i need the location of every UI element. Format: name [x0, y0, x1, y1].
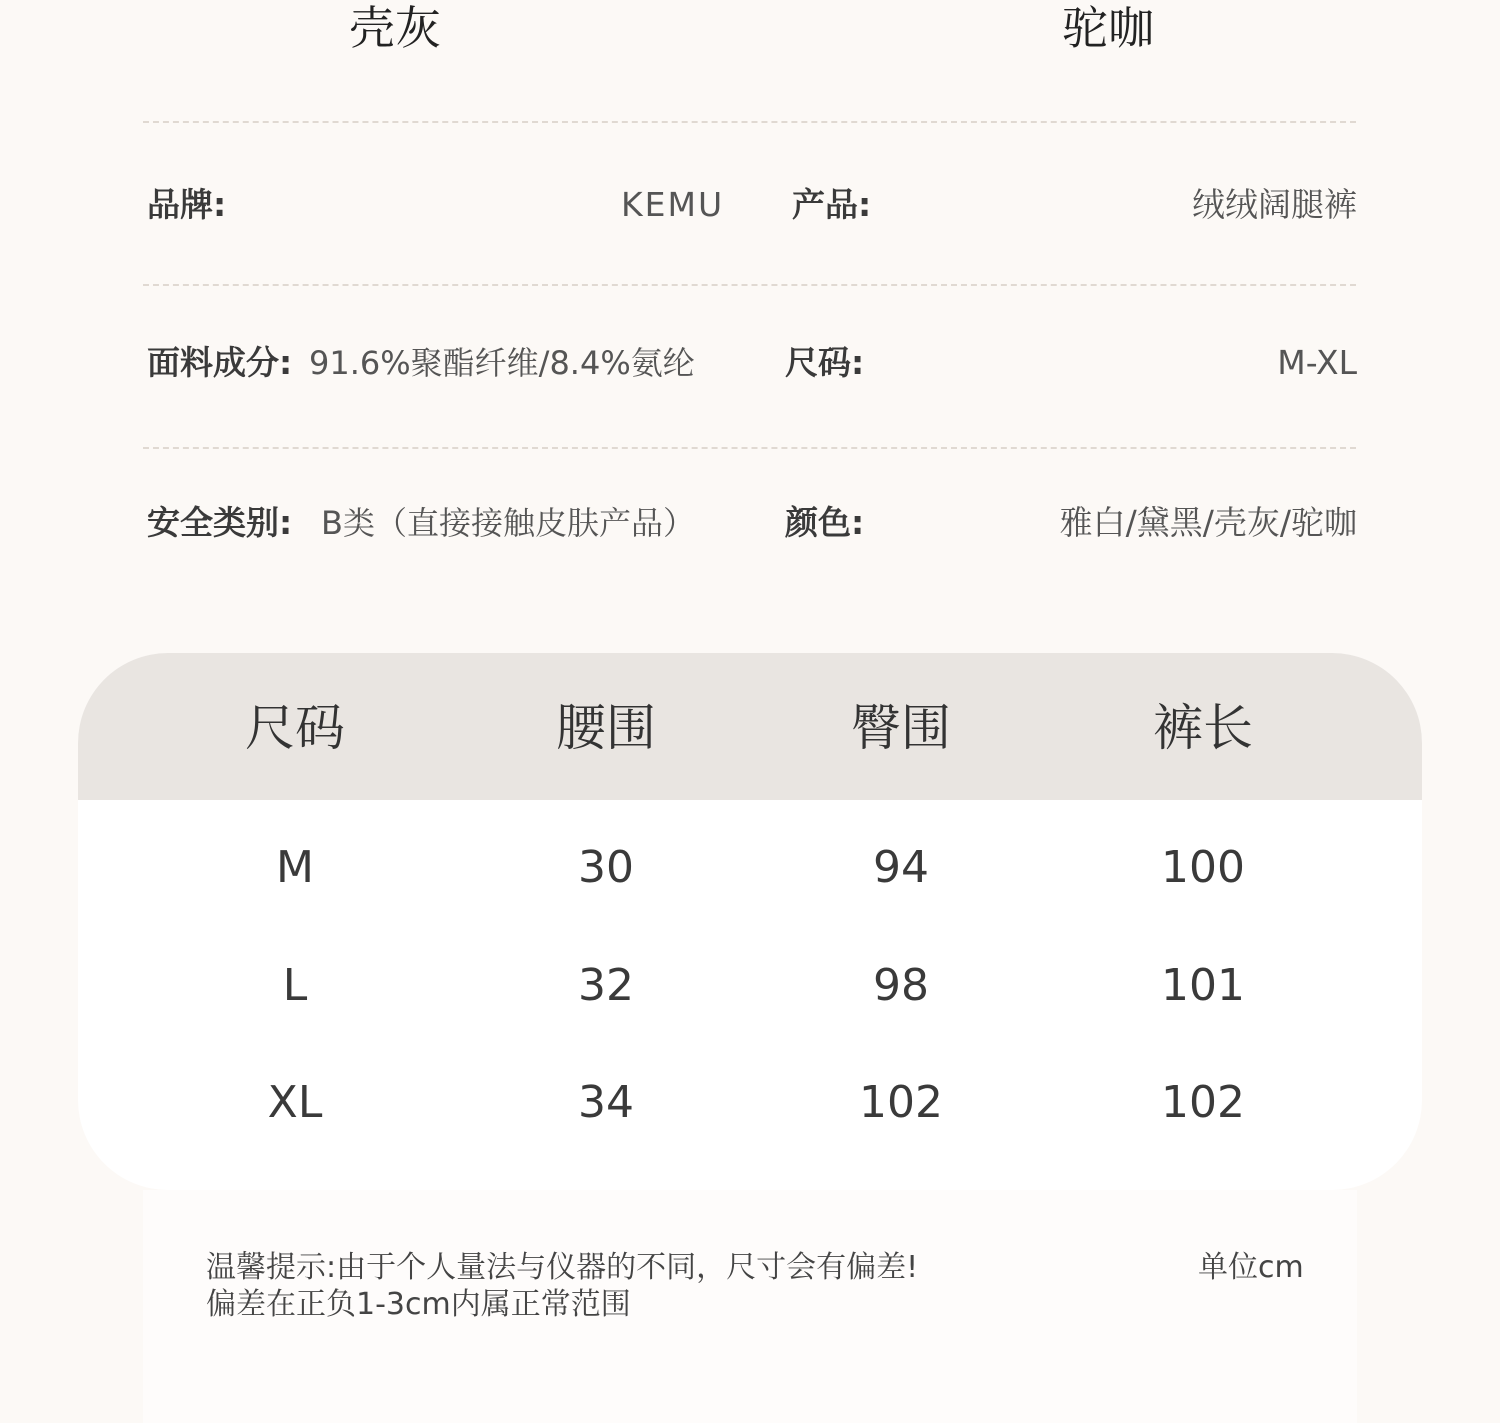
note-line-2: 偏差在正负1-3cm内属正常范围	[206, 1287, 631, 1322]
table-cell: 98	[873, 960, 929, 1011]
product-label: 产品:	[792, 185, 872, 224]
brand-label: 品牌:	[147, 185, 227, 224]
color-name-right: 驼咖	[1062, 1, 1154, 55]
spec-row-fabric	[147, 333, 1357, 393]
color-value: 雅白/黛黑/壳灰/驼咖	[1059, 503, 1357, 542]
color-name-left: 壳灰	[349, 1, 441, 55]
note-box	[143, 1190, 1357, 1423]
size-value: M-XL	[1277, 343, 1357, 382]
divider	[143, 447, 1356, 449]
table-cell: M	[276, 842, 314, 893]
table-cell: 30	[578, 842, 634, 893]
spec-row-safety	[147, 493, 1357, 553]
note-line-1: 温馨提示:由于个人量法与仪器的不同，尺寸会有偏差!	[206, 1250, 919, 1285]
table-cell: XL	[267, 1077, 323, 1128]
size-table	[78, 653, 1422, 1190]
table-cell: L	[282, 960, 308, 1011]
color-label: 颜色:	[785, 503, 865, 542]
table-cell: 102	[1161, 1077, 1245, 1128]
brand-value: KEMU	[621, 185, 725, 224]
safety-label: 安全类别:	[147, 503, 293, 542]
table-header	[78, 653, 1422, 800]
table-cell: 101	[1161, 960, 1245, 1011]
divider	[143, 121, 1356, 123]
header-hip: 臀围	[851, 699, 951, 757]
unit-label: 单位cm	[1198, 1250, 1304, 1285]
table-cell: 102	[859, 1077, 943, 1128]
divider	[143, 284, 1356, 286]
size-label: 尺码:	[785, 343, 865, 382]
header-length: 裤长	[1153, 699, 1253, 757]
safety-value: B类（直接接触皮肤产品）	[321, 504, 695, 542]
product-value: 绒绒阔腿裤	[1192, 185, 1357, 224]
spec-row-brand	[147, 175, 1357, 235]
fabric-value: 91.6%聚酯纤维/8.4%氨纶	[309, 344, 695, 382]
header-size: 尺码	[245, 699, 345, 757]
table-cell: 32	[578, 960, 634, 1011]
table-cell: 34	[578, 1077, 634, 1128]
table-cell: 100	[1161, 842, 1245, 893]
header-waist: 腰围	[556, 699, 656, 757]
fabric-label: 面料成分:	[147, 343, 293, 382]
table-cell: 94	[873, 842, 929, 893]
